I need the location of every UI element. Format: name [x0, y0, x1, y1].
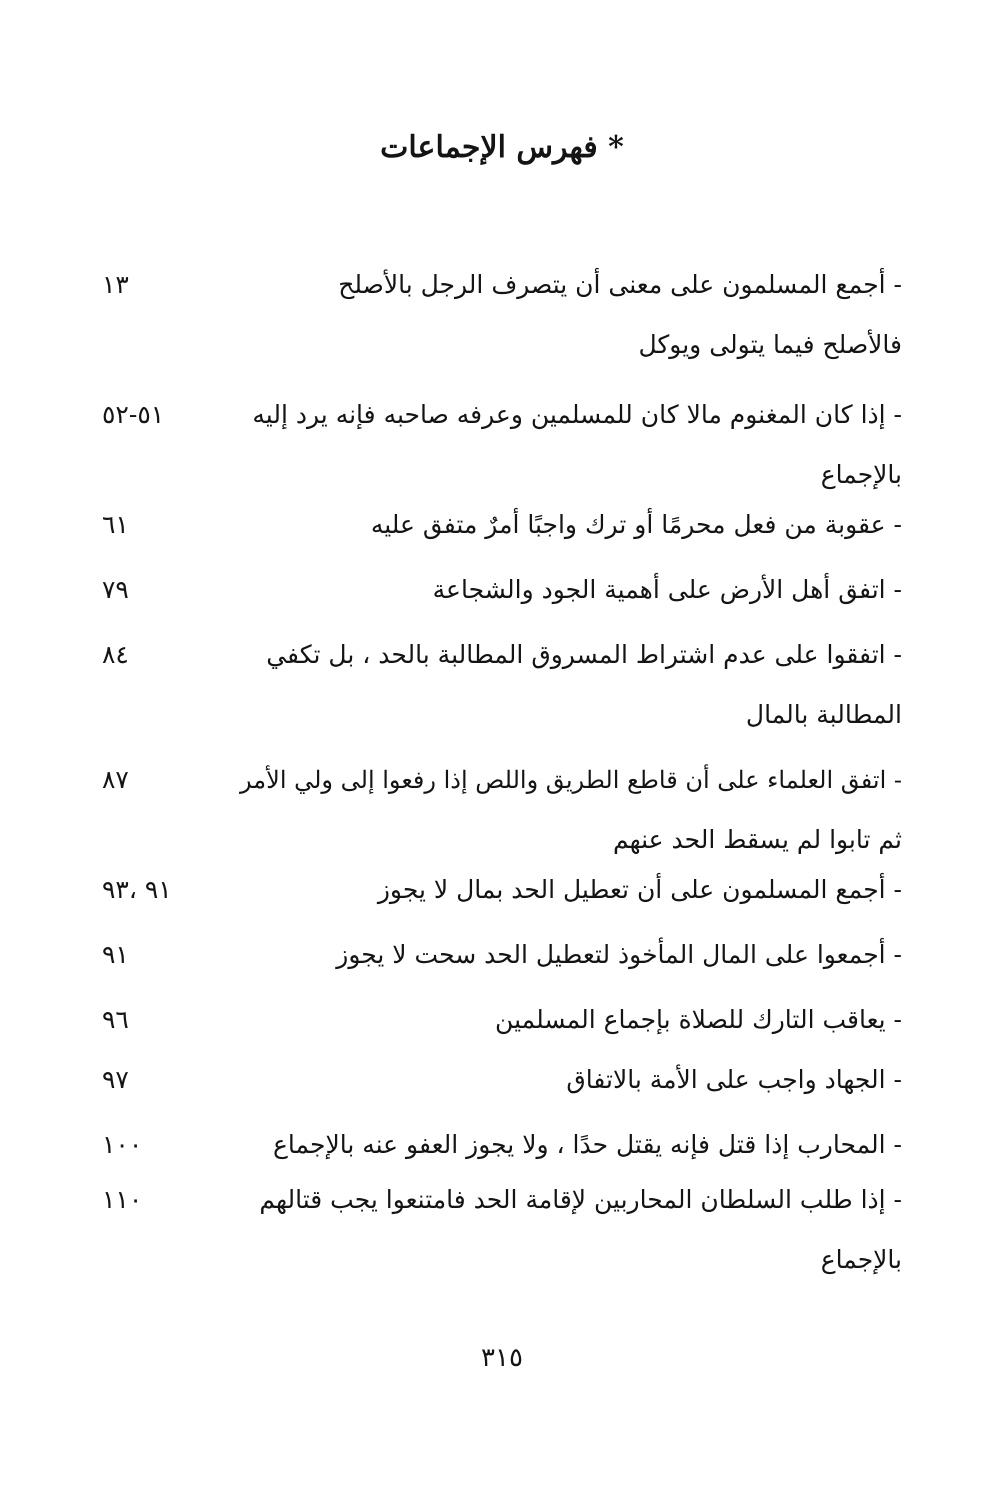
- index-entry: [0, 990, 1004, 1050]
- index-entry: [0, 1115, 1004, 1175]
- entry-page-number: ١٠٠: [102, 1130, 143, 1159]
- entry-text: - إذا طلب السلطان المحاربين لإقامة الحد فامتنعوا يجب قتالهم: [259, 1185, 902, 1214]
- entry-text: - اتفقوا على عدم اشتراط المسروق المطالبة بالحد ، بل تكفي: [266, 640, 902, 669]
- index-entry: [0, 1170, 1004, 1290]
- entry-text-continued: بالإجماع: [820, 460, 902, 489]
- entry-text-continued: ثم تابوا لم يسقط الحد عنهم: [612, 825, 902, 854]
- index-entry: [0, 1050, 1004, 1110]
- entry-page-number: ١٣: [102, 270, 129, 299]
- entry-text: - عقوبة من فعل محرمًا أو ترك واجبًا أمرٌ متفق عليه: [370, 510, 902, 539]
- entry-text: - أجمع المسلمون على معنى أن يتصرف الرجل بالأصلح: [338, 270, 902, 299]
- index-entry: [0, 925, 1004, 985]
- entry-page-number: ٩١: [102, 940, 129, 969]
- entry-text: - يعاقب التارك للصلاة بإجماع المسلمين: [495, 1005, 902, 1034]
- entry-text: - الجهاد واجب على الأمة بالاتفاق: [566, 1065, 902, 1094]
- entry-page-number: ٩٧: [102, 1065, 129, 1094]
- entry-page-number: ٦١: [102, 510, 129, 539]
- entry-page-number: ٥١-٥٢: [102, 400, 165, 429]
- entry-page-number: ٨٤: [102, 640, 129, 669]
- entry-page-number: ٩٦: [102, 1005, 129, 1034]
- index-entry: [0, 495, 1004, 555]
- index-entry: [0, 560, 1004, 620]
- entry-page-number: ٧٩: [102, 575, 129, 604]
- page-number: ٣١٥: [481, 1343, 523, 1373]
- entry-text: - اتفق أهل الأرض على أهمية الجود والشجاعة: [432, 575, 902, 604]
- index-entry: [0, 255, 1004, 375]
- entry-text: - أجمعوا على المال المأخوذ لتعطيل الحد سحت لا يجوز: [336, 940, 902, 969]
- entry-text-continued: فالأصلح فيما يتولى ويوكل: [638, 330, 902, 359]
- index-entry: [0, 625, 1004, 745]
- entry-text-continued: بالإجماع: [820, 1245, 902, 1274]
- entry-page-number: ١١٠: [102, 1185, 143, 1214]
- index-entry: [0, 750, 1004, 870]
- entry-text: - إذا كان المغنوم مالا كان للمسلمين وعرفه صاحبه فإنه يرد إليه: [252, 400, 902, 429]
- entry-text: - المحارب إذا قتل فإنه يقتل حدًا ، ولا يجوز العفو عنه بالإجماع: [273, 1130, 902, 1159]
- index-entry: [0, 860, 1004, 920]
- page-title: * فهرس الإجماعات: [380, 130, 624, 165]
- entry-text: - أجمع المسلمون على أن تعطيل الحد بمال لا يجوز: [377, 875, 902, 904]
- entry-text-continued: المطالبة بالمال: [745, 700, 902, 729]
- entry-text: - اتفق العلماء على أن قاطع الطريق واللص إذا رفعوا إلى ولي الأمر: [240, 766, 902, 794]
- index-entry: [0, 385, 1004, 505]
- entry-page-number: ٨٧: [102, 765, 129, 794]
- entry-page-number: ٩١ ،٩٣: [102, 875, 172, 904]
